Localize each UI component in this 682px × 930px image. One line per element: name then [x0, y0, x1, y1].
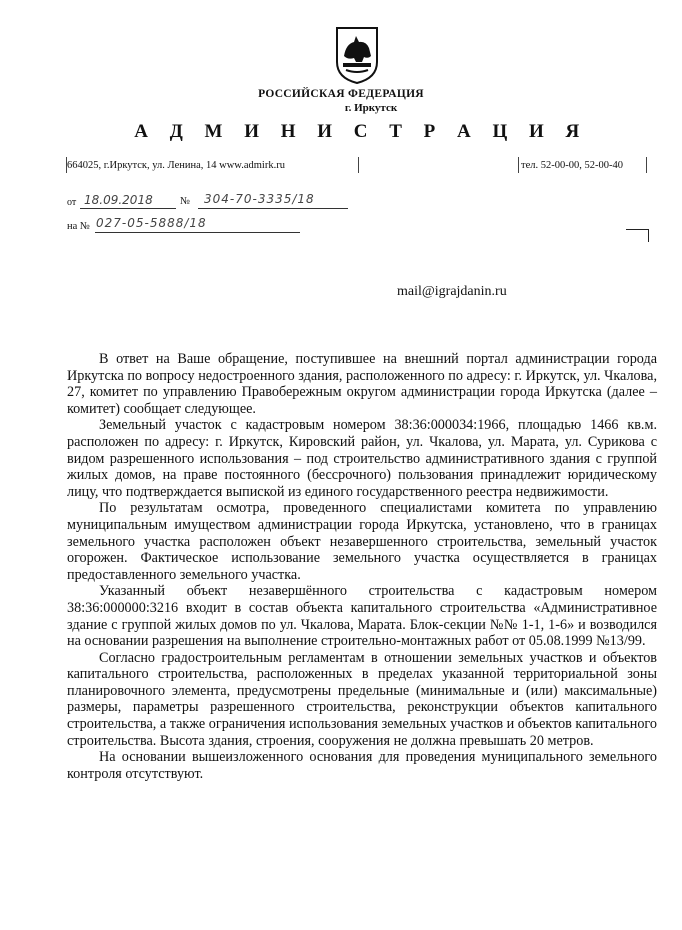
- number-label: №: [180, 196, 191, 207]
- divider: [358, 157, 359, 173]
- phone-line: тел. 52-00-00, 52-00-40: [521, 160, 623, 171]
- address-line: 664025, г.Иркутск, ул. Ленина, 14 www.admirk.ru: [67, 160, 285, 171]
- reference-underline: [95, 232, 300, 233]
- from-date-label: от: [67, 197, 77, 208]
- body-paragraph: По результатам осмотра, проведенного специалистами комитета по управлению муниципальным имуществом администрации города Иркутска, установлено, что в границах земельного участка расположен объект незавершенного строительства, земельный участок огорожен. Фактическое использование земельного участка осуществляется в границах предоставленного земельного участка.: [67, 500, 657, 583]
- divider: [646, 157, 647, 173]
- body-paragraph: Согласно градостроительным регламентам в отношении земельных участков и объектов капитального строительства, расположенных в пределах указанной территориальной зоны планировочного элемента, предусмотрены предельные (минимальные и (или) максимальные) размеры, параметры разрешенного строительства, реконструкции объектов капитального строительства, а также ограничения использования земельных участков и объектов капитального строительства. Высота здания, строения, сооружения не должна превышать 20 метров.: [67, 649, 657, 749]
- header-country: РОССИЙСКАЯ ФЕДЕРАЦИЯ: [258, 88, 424, 100]
- address-corner-mark: [626, 229, 649, 242]
- header-organization-title: А Д М И Н И С Т Р А Ц И Я: [134, 121, 588, 142]
- letter-body: [67, 351, 657, 782]
- body-paragraph: На основании вышеизложенного основания для проведения муниципального земельного контроля отсутствуют.: [67, 749, 657, 782]
- from-date-value: 18.09.2018: [84, 193, 153, 207]
- recipient-email: mail@igrajdanin.ru: [397, 284, 507, 299]
- header-city: г. Иркутск: [344, 102, 398, 114]
- body-paragraph: Указанный объект незавершённого строительства с кадастровым номером 38:36:000000:3216 входит в состав объекта капитального строительства «Административное здание с группой жилых домов по ул. Чкалова, Марата. Блок-секции №№ 1-1, 1-6» и возводился на основании разрешения на выполнение строительно-монтажных работ от 05.08.1999 №13/99.: [67, 583, 657, 650]
- number-underline: [198, 208, 348, 209]
- outgoing-number-value: 304-70-3335/18: [204, 192, 315, 206]
- from-date-underline: [80, 208, 176, 209]
- body-paragraph: Земельный участок с кадастровым номером 38:36:000034:1966, площадью 1466 кв.м. расположен по адресу: г. Иркутск, Кировский район, ул. Чкалова, ул. Марата, ул. Сурикова с видом разрешенного использования – под строительство административного здания с группой жилых домов, на праве постоянного (бессрочного) пользования принадлежит юридическому лицу, что подтверждается выпиской из единого государственного реестра недвижимости.: [67, 417, 657, 500]
- reference-label: на №: [67, 221, 90, 232]
- reference-number-value: 027-05-5888/18: [96, 216, 207, 230]
- coat-of-arms-emblem: [334, 26, 380, 84]
- divider: [518, 157, 519, 173]
- body-paragraph: В ответ на Ваше обращение, поступившее на внешний портал администрации города Иркутска по вопросу недостроенного здания, расположенного по адресу: г. Иркутск, ул. Чкалова, 27, комитет по управлению Правобережным округом администрации города Иркутска (далее – комитет) сообщает следующее.: [67, 351, 657, 417]
